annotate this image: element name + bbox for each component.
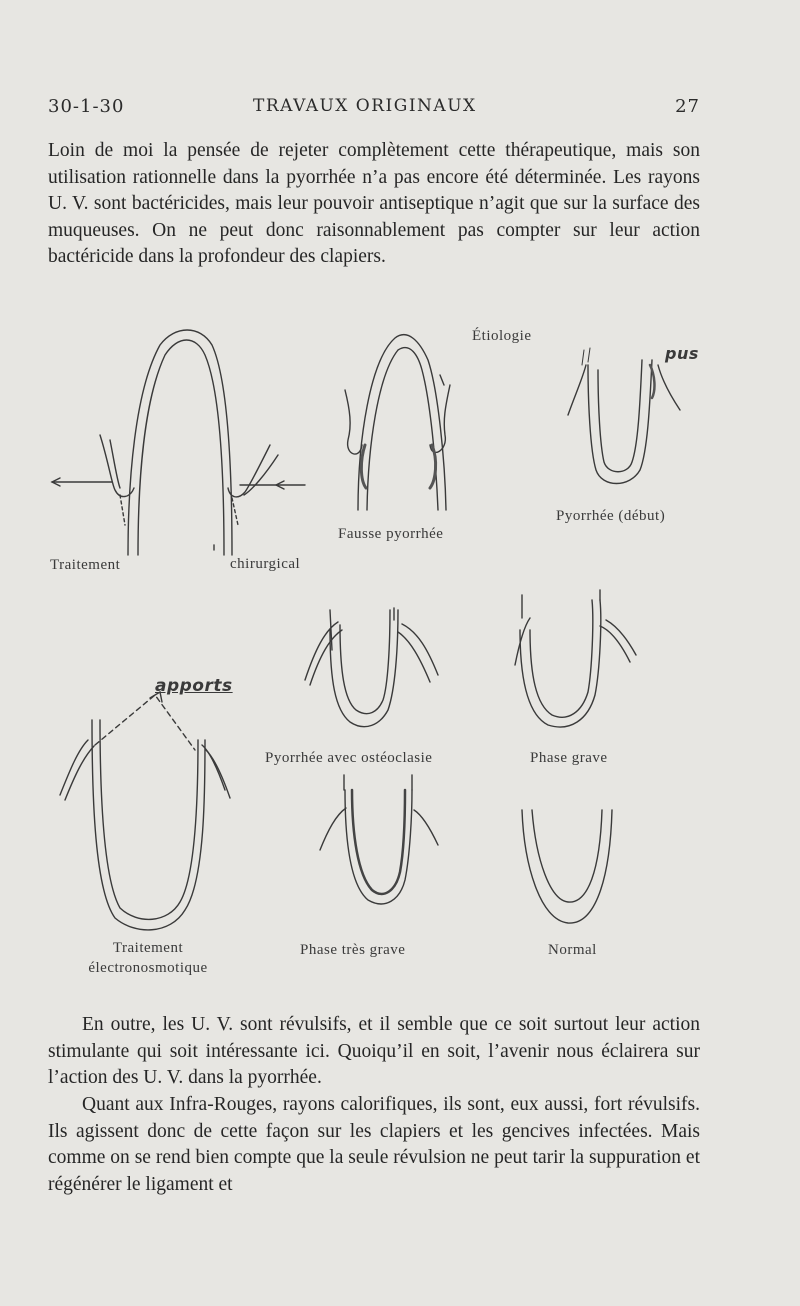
drawing-traitement-chirurgical bbox=[52, 330, 305, 555]
paragraph-2: En outre, les U. V. sont révulsifs, et il semble que ce soit surtout leur action stimulante qui soit intéressante ici. Quoiqu’il en soit, l’avenir nous éclairera sur l’action des U. V. dans la pyorrhée. bbox=[48, 1014, 700, 1088]
label-traitement-electro-1: Traitement bbox=[112, 940, 184, 956]
label-fausse-pyorrhee: Fausse pyorrhée bbox=[338, 526, 444, 542]
drawing-phase-grave bbox=[515, 590, 636, 727]
drawing-pyorrhee-debut bbox=[568, 348, 680, 484]
figure-drawings bbox=[0, 320, 800, 1000]
paragraph-3: Quant aux Infra-Rouges, rayons calorifiques, ils sont, eux aussi, fort révulsifs. Ils agissent donc de cette façon sur les clapiers et les gencives infectées. Mais comme on se rend bien compte que la seule révulsion ne peut tarir la suppuration et régénérer le ligament et bbox=[48, 1094, 700, 1195]
label-apports: apports bbox=[155, 676, 233, 696]
label-chirurgical: chirurgical bbox=[230, 556, 301, 572]
drawing-phase-tres-grave bbox=[320, 775, 438, 904]
running-header bbox=[48, 96, 700, 126]
page-number: 27 bbox=[675, 96, 700, 117]
drawing-traitement-electronosmotique bbox=[60, 692, 230, 930]
dental-diagrams-figure bbox=[0, 320, 800, 1000]
paragraph-1: Loin de moi la pensée de rejeter complètement cette thérapeutique, mais son utilisation rationnelle dans la pyorrhée n’a pas encore été déterminée. Les rayons U. V. sont bactéricides, mais leur pouvoir antiseptique n’agit que sur la surface des muqueuses. On ne peut donc raisonnablement pas compter sur leur action bactéricide dans la profondeur des clapiers. bbox=[48, 140, 700, 267]
label-traitement-electro-2: électronosmotique bbox=[88, 960, 208, 976]
drawing-normal bbox=[522, 810, 612, 923]
label-phase-grave: Phase grave bbox=[530, 750, 608, 766]
label-normal: Normal bbox=[548, 942, 597, 958]
drawing-fausse-pyorrhee bbox=[345, 335, 450, 510]
header-title: TRAVAUX ORIGINAUX bbox=[253, 96, 477, 116]
drawing-pyorrhee-osteoclasie bbox=[305, 608, 438, 727]
label-pyorrhee-debut: Pyorrhée (début) bbox=[556, 508, 666, 524]
label-traitement: Traitement bbox=[50, 557, 121, 573]
label-pyorrhee-osteoclasie: Pyorrhée avec ostéoclasie bbox=[265, 750, 433, 766]
header-date: 30-1-30 bbox=[48, 96, 125, 117]
label-phase-tres-grave: Phase très grave bbox=[300, 942, 406, 958]
label-pus: pus bbox=[665, 344, 699, 363]
label-etiologie: Étiologie bbox=[472, 328, 532, 344]
